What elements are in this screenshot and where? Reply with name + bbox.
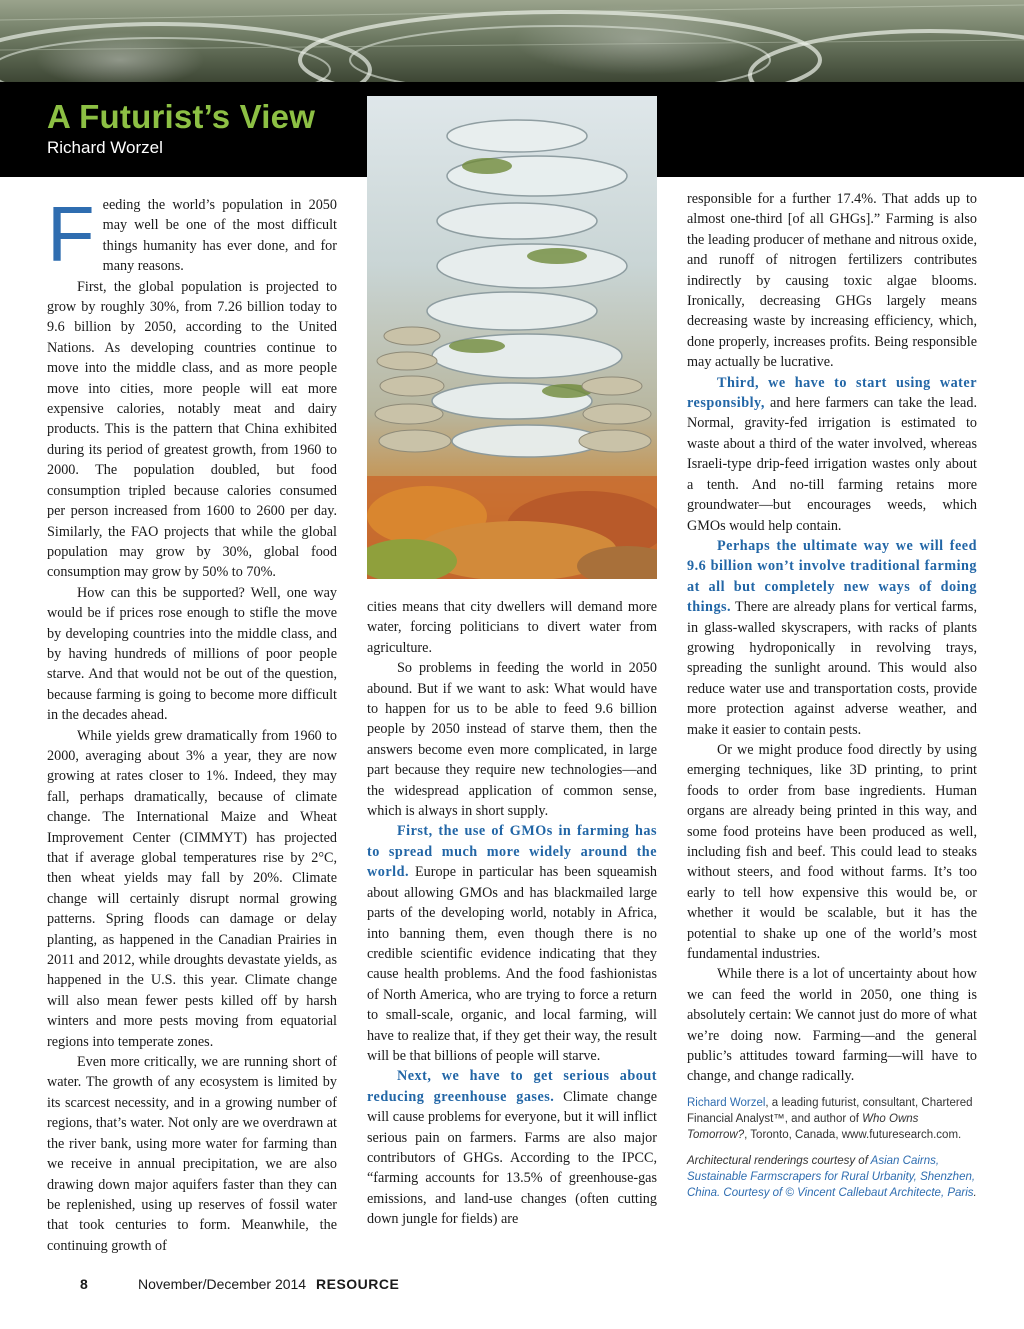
paragraph: So problems in feeding the world in 2050 abound. But if we want to ask: What would have to happen for us to be able to feed 9.6 billion people by 2050 instead of starve them, then the answers become even more complicated, in large part because they require new technologies—and the widespread application of common sense, which is always in short supply.: [367, 660, 657, 820]
paragraph: First, the use of GMOs in farming has to spread much more widely around the world. Europe in particular has been squeamish about allowing GMOs and has blackmailed large parts of the developing world, notably in Africa, into banning them, even though there is no credible scientific evidence indicating that they cause health problems. And the food fashionistas of North America, who are trying to force a return to small-scale, organic, and local farming, will have to realize that, if they get their way, the result will be that billions of people will starve.: [367, 823, 657, 1064]
page-title: A Futurist’s View: [47, 98, 316, 135]
paragraph: While yields grew dramatically from 1960 to 2000, averaging about 3% a year, they are now growing at rates closer to 1%. Indeed, they may fall, perhaps dramatically, because of climate change. The International Maize and Wheat Improvement Center (CIMMYT) has projected that if average global temperatures rise by 2°C, then wheat yields may fall by 20%. Climate change will certainly disrupt normal growing patterns. Spring floods can damage or delay planting, as happened in the Canadian Prairies in 2011 and 2012, while droughts devastate yields, as happened in the U.S. this year. Climate change will also mean fewer pests killed off by harsh winters and more pests moving from equatorial regions into temperate zones.: [47, 727, 337, 1050]
drop-cap: F: [47, 190, 95, 278]
paragraph: Perhaps the ultimate way we will feed 9.6 billion won’t involve traditional farming at all but completely new ways of doing things. There are already plans for vertical farms, in glass-walled skyscrapers, with racks of plants growing hydroponically in revolving trays, spreading the sunlight around. This would also reduce water use and transportation costs, provide more protection against adverse weather, and make it easier to contain pests.: [687, 537, 977, 738]
lead-paragraph: Feeding the world’s population in 2050 may well be one of the most difficult things humanity has ever done, and for many reasons.: [47, 190, 337, 278]
image-credit: Architectural renderings courtesy of Asian Cairns, Sustainable Farmscrapers for Rural Urbanity, Shenzhen, China. Courtesy of © Vincent Callebaut Architecte, Paris.: [687, 1154, 977, 1199]
paragraph: First, the global population is projected to grow by roughly 30%, from 7.26 billion today to 9.6 billion by 2050, according to the United Nations. As developing countries continue to move into the middle class, and as more people move into cities, more people will eat more expensive calories, notably meat and dairy products. This is the pattern that China exhibited during its period of greatest growth, from 1960 to 2000. The population doubled, but food consumption tripled because calories consumed per person increased from 1600 to 2600 per day. Similarly, the FAO projects that while the global population may grow by 30%, global food consumption may grow by 50% to 70%.: [47, 278, 337, 581]
paragraph: How can this be supported? Well, one way would be if prices rose enough to stifle the move by developing countries into the middle class, and by having hundreds of millions of poor people starve. And that would not be out of the question, because farming is going to become more difficult in the decades ahead.: [47, 584, 337, 724]
paragraph: cities means that city dwellers will demand more water, forcing politicians to divert water from agriculture.: [367, 599, 657, 656]
highlight-text: Perhaps the ultimate way we will feed 9.6 billion won’t involve traditional farming at all but completely new ways of doing things.: [687, 537, 977, 616]
top-photo-band: [0, 0, 1024, 82]
paragraph: Even more critically, we are running short of water. The growth of any ecosystem is limited by its scarcest necessity, and in a growing number of regions, that’s water. Not only are we overdrawn at the river bank, using more water for farming than we receive in annual precipitation, we are also drawing down major aquifers faster than they can be replenished, using up reserves of fossil water that took centuries to form. Meanwhile, the continuing growth of: [47, 1054, 337, 1254]
page-number: 8: [80, 1276, 88, 1292]
header-author: Richard Worzel: [47, 138, 163, 157]
paragraph: responsible for a further 17.4%. That adds up to almost one-third [of all GHGs].” Farming is also the leading producer of methane and nitrous oxide, and runoff of nitrogen fertilizers contributes indirectly by causing toxic algae blooms. Ironically, decreasing GHGs largely means decreasing waste by increasing efficiency, which, done properly, increases profits. Being responsible may actually be lucrative.: [687, 191, 977, 371]
article-column-1: [47, 190, 337, 1256]
highlight-text: First, the use of GMOs in farming has to spread much more widely around the world.: [367, 823, 657, 881]
paragraph: While there is a lot of uncertainty about how we can feed the world in 2050, one thing is absolutely certain: We cannot just do more of what we’re doing now. Farming—and the general public’s attitudes toward farming—will have to change, and change radically.: [687, 966, 977, 1085]
article-column-3: [687, 189, 977, 1201]
author-bio: Richard Worzel, a leading futurist, consultant, Chartered Financial Analyst™, and author of Who Owns Tomorrow?, Toronto, Canada, www.futuresearch.com.: [687, 1096, 973, 1141]
paragraph: Or we might produce food directly by using emerging techniques, like 3D printing, to print foods to order from base ingredients. Human organs are already being printed in this way, and some food proteins have been produced as well, including fish and beef. This could lead to steaks without steers, and food without farms. It’s too early to tell how expensive this would be, or whether it would be scalable, but it has the potential to shake up one of the world’s most fundamental industries.: [687, 741, 977, 963]
highlight-text: Next, we have to get serious about reducing greenhouse gases.: [367, 1068, 657, 1105]
magazine-name: RESOURCE: [316, 1276, 400, 1292]
highlight-text: Third, we have to start using water responsibly,: [687, 374, 977, 412]
paragraph: Next, we have to get serious about reducing greenhouse gases. Climate change will cause problems for everyone, but it will inflict serious pain on farmers. Farms are also major contributors of GHGs. According to the IPCC, “farming accounts for 13.5% of greenhouse-gas emissions, and land-use changes (often cutting down jungle for fields) are: [367, 1068, 658, 1228]
article-column-2: [367, 597, 657, 1230]
issue-date: November/December 2014: [138, 1276, 307, 1292]
farmscraper-image: [367, 96, 657, 579]
paragraph: Third, we have to start using water responsibly, and here farmers can take the lead. Normal, gravity-fed irrigation is estimated to waste about a third of the water involved, whereas Israeli-type drip-feed irrigation wastes only about a tenth. And no-till farming retains more groundwater—but encourages weeds, which GMOs would help contain.: [687, 374, 977, 534]
